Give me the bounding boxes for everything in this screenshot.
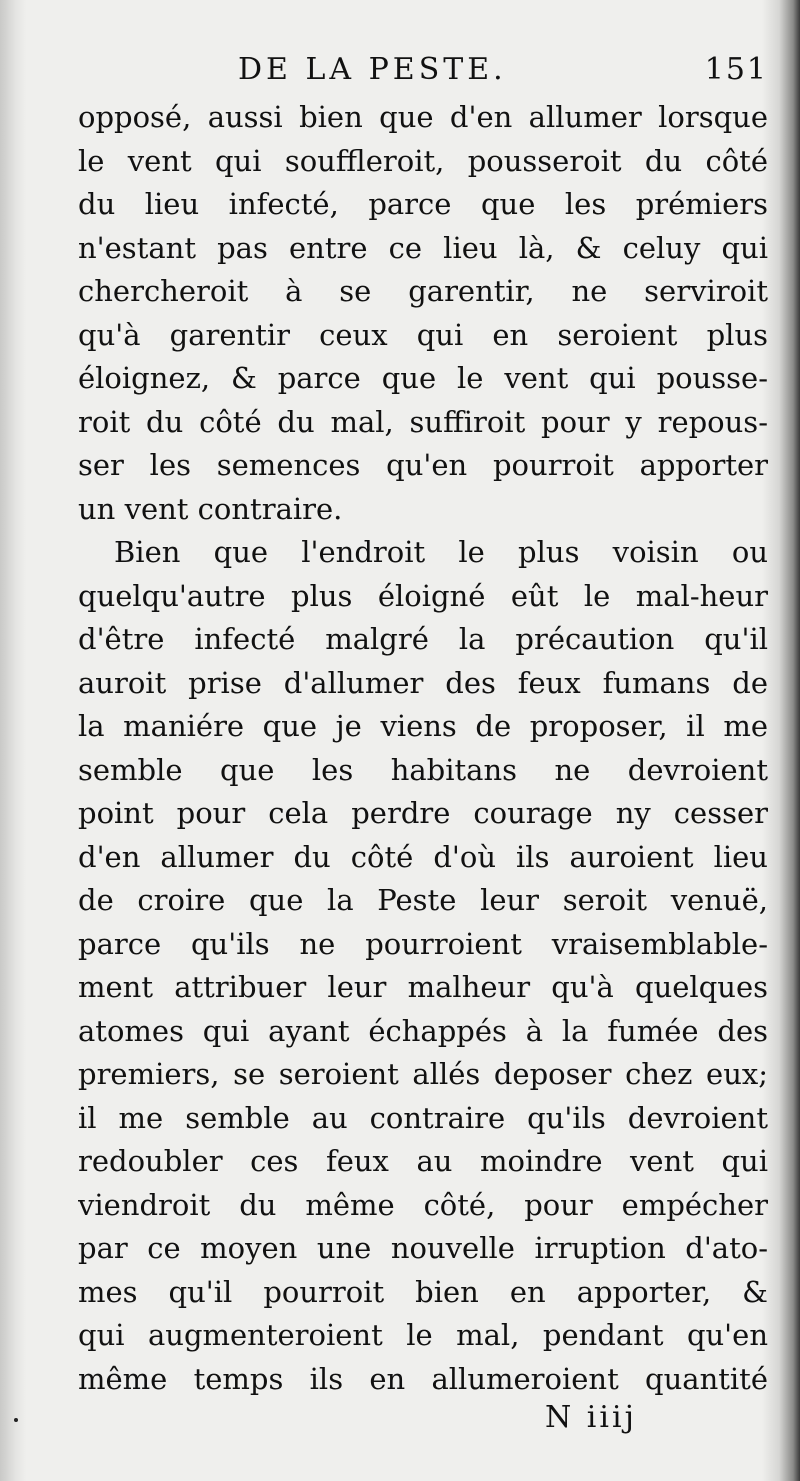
text-line: n'estant pas entre ce lieu là, & celuy qui [78, 230, 768, 265]
text-line: d'en allumer du côté d'où ils auroient lieu [78, 839, 768, 874]
text-line: auroit prise d'allumer des feux fumans de [78, 665, 768, 700]
signature-mark: N iiij [545, 1400, 637, 1435]
text-line: semble que les habitans ne devroient [78, 752, 768, 787]
text-line: redoubler ces feux au moindre vent qui [78, 1144, 768, 1178]
text-line: viendroit du même côté, pour empécher [78, 1187, 768, 1222]
text-line: qui augmenteroient le mal, pendant qu'en [78, 1318, 768, 1352]
text-line: même temps ils en allumeroient quantité [78, 1361, 768, 1396]
text-line: chercheroit à se garentir, ne serviroit [78, 274, 768, 308]
text-line: premiers, se seroient allés deposer chez eux; [78, 1057, 768, 1091]
text-line: mes qu'il pourroit bien en apporter, & [78, 1274, 768, 1309]
text-line: du lieu infecté, parce que les prémiers [78, 187, 768, 221]
text-line: éloignez, & parce que le vent qui pousse- [78, 361, 768, 395]
page-header [78, 52, 768, 96]
text-line: d'être infecté malgré la précaution qu'il [78, 622, 768, 656]
text-line: par ce moyen une nouvelle irruption d'ato- [78, 1231, 768, 1265]
text-line: point pour cela perdre courage ny cesser [78, 796, 768, 830]
text-line: le vent qui souffleroit, pousseroit du côté [78, 143, 768, 178]
text-line: atomes qui ayant échappés à la fumée des [78, 1013, 768, 1048]
text-line: un vent contraire. [78, 491, 343, 526]
ink-speck [14, 1418, 18, 1422]
text-line: qu'à garentir ceux qui en seroient plus [78, 317, 768, 352]
running-title: DE LA PESTE. [238, 52, 507, 87]
body-text [78, 96, 768, 1401]
text-line: opposé, aussi bien que d'en allumer lorsque [78, 100, 768, 134]
text-line: quelqu'autre plus éloigné eût le mal-heur [78, 578, 768, 613]
text-line: ment attribuer leur malheur qu'à quelques [78, 970, 768, 1004]
text-line: parce qu'ils ne pourroient vraisemblable- [78, 926, 768, 961]
text-line: il me semble au contraire qu'ils devroient [78, 1100, 768, 1135]
paragraph-start-line: Bien que l'endroit le plus voisin ou [114, 535, 768, 569]
text-line: la maniére que je viens de proposer, il me [78, 709, 768, 743]
left-margin-shadow [0, 0, 26, 1481]
text-line: roit du côté du mal, suffiroit pour y repous- [78, 404, 768, 439]
text-line: de croire que la Peste leur seroit venuë, [78, 883, 768, 917]
page-number: 151 [704, 52, 768, 87]
text-line: ser les semences qu'en pourroit apporter [78, 448, 768, 482]
